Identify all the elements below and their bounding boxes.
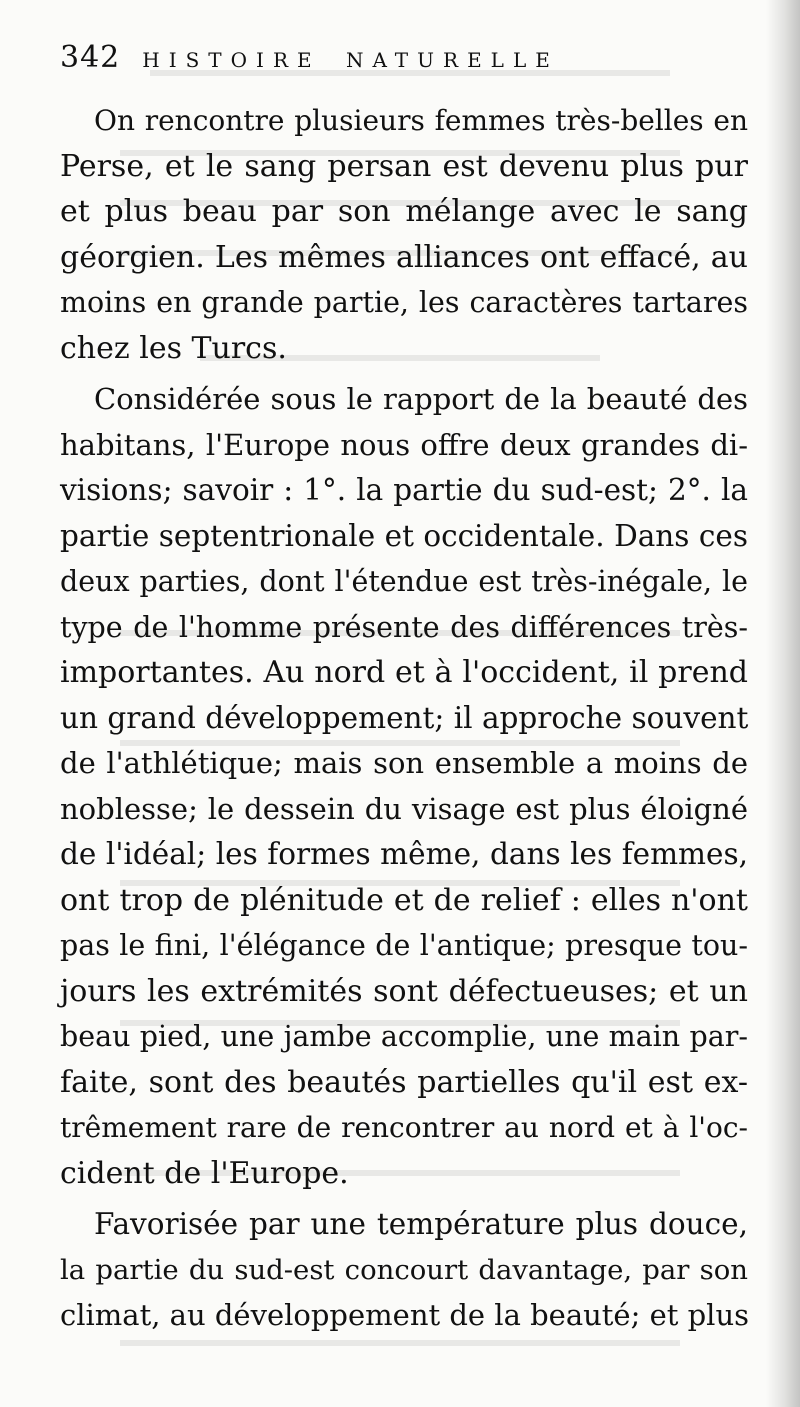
text-line: Considérée sous le rapport de la beauté des	[94, 382, 748, 416]
text-line: moins en grande partie, les caractères tartares	[60, 286, 748, 319]
text-line: On rencontre plusieurs femmes très-belles en	[94, 104, 748, 137]
text-line: la partie du sud-est concourt davantage, par son	[60, 1253, 748, 1286]
text-line: beau pied, une jambe accomplie, une main par-	[60, 1020, 748, 1053]
text-line: géorgien. Les mêmes alliances ont effacé, au	[60, 239, 748, 275]
text-line: pas le fini, l'élégance de l'antique; presque tou-	[60, 929, 748, 962]
text-line: chez les Turcs.	[60, 330, 287, 366]
page-number: 342	[60, 40, 121, 75]
text-line: visions; savoir : 1°. la partie du sud-est; 2°. la	[60, 473, 748, 507]
text-line: type de l'homme présente des différences très-	[60, 610, 748, 644]
running-title: HISTOIRE NATURELLE	[142, 48, 559, 72]
text-line: jours les extrémités sont défectueuses; et un	[60, 973, 748, 1009]
text-line: de l'athlétique; mais son ensemble a moins de	[60, 746, 748, 780]
text-line: trêmement rare de rencontrer au nord et à l'oc-	[60, 1111, 748, 1144]
page-text	[60, 40, 748, 1345]
text-line: Perse, et le sang persan est devenu plus pur	[60, 148, 748, 184]
text-line: faite, sont des beautés partielles qu'il est ex-	[60, 1064, 748, 1100]
paragraph-2	[60, 377, 748, 1196]
text-line: de l'idéal; les formes même, dans les femmes,	[60, 837, 748, 871]
text-line: ont trop de plénitude et de relief : elles n'ont	[60, 882, 748, 918]
text-line: noblesse; le dessein du visage est plus éloigné	[60, 791, 748, 826]
paragraph-1	[60, 98, 748, 371]
page-edge-shadow	[766, 0, 800, 1407]
page-header	[60, 40, 748, 92]
paragraph-3	[60, 1202, 748, 1339]
text-line: climat, au développement de la beauté; et plus	[60, 1298, 750, 1332]
text-line: cident de l'Europe.	[60, 1155, 349, 1191]
text-line: importantes. Au nord et à l'occident, il prend	[60, 655, 748, 690]
text-line: Favorisée par une température plus douce,	[94, 1207, 748, 1241]
text-line: deux parties, dont l'étendue est très-inégale, le	[60, 565, 748, 598]
text-line: un grand développement; il approche souvent	[60, 700, 749, 735]
text-line: habitans, l'Europe nous offre deux grandes di-	[60, 427, 748, 462]
text-line: partie septentrionale et occidentale. Dans ces	[60, 518, 748, 553]
text-line: et plus beau par son mélange avec le sang	[60, 194, 748, 229]
